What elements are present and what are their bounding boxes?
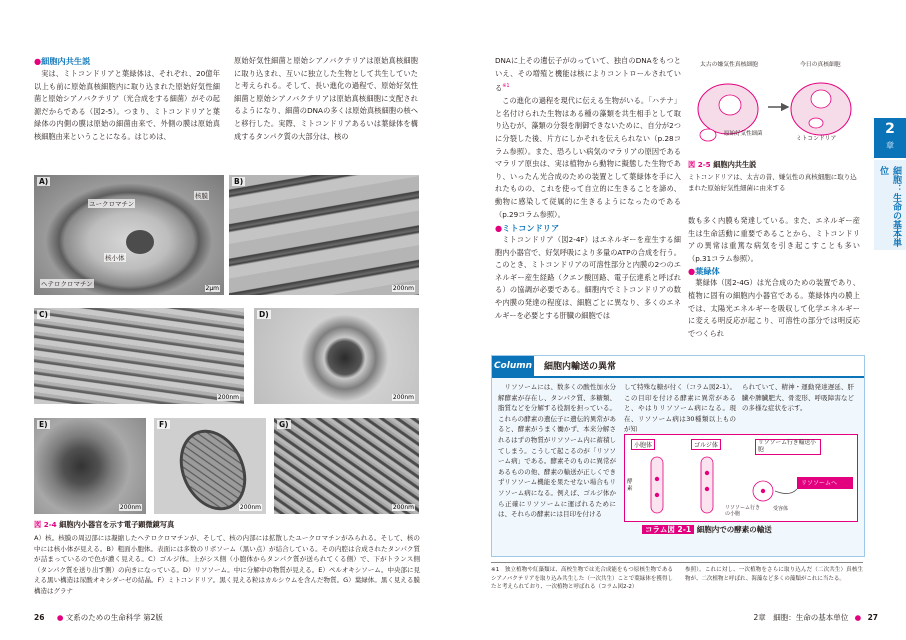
micrograph-g-chloroplast xyxy=(274,418,419,514)
book-title: 文系のための生命科学 第2版 xyxy=(65,613,163,622)
page-number: 27 xyxy=(867,613,878,622)
scale-bar-g: 200nm xyxy=(392,504,414,511)
micrograph-e-peroxisome xyxy=(34,418,146,514)
column-header xyxy=(492,356,864,378)
mitochondrion-shape xyxy=(167,419,259,514)
chapter-label: 章 xyxy=(886,141,894,150)
aerobic-bacterium xyxy=(700,129,716,141)
column-figure-title: 細胞内での酵素の輸送 xyxy=(696,525,772,534)
mitochondrion xyxy=(809,118,823,128)
enzyme-dot xyxy=(761,489,765,493)
footer-bullet-icon: ● xyxy=(854,613,862,622)
figure-2-5 xyxy=(688,55,858,165)
micrograph-b-rough-er xyxy=(229,175,419,295)
ancient-nucleus xyxy=(719,95,741,115)
bullet-icon: ● xyxy=(34,56,42,66)
section-heading-text: ミトコンドリア xyxy=(502,223,560,234)
label-to-lysosome: リソソームへ xyxy=(801,480,838,487)
transport-diagram xyxy=(624,434,858,522)
panel-label-a: A) xyxy=(39,177,49,186)
left-text-col1 xyxy=(34,68,220,144)
footer-bullet-icon: ● xyxy=(56,613,64,622)
modern-nucleus xyxy=(811,90,831,108)
label-nucleolus: 核小体 xyxy=(105,254,125,262)
figure-2-4-caption-title xyxy=(34,520,414,530)
figure-2-5-caption-title xyxy=(688,160,858,170)
paragraph: DNAに上その遺伝子がのっていて、独自のDNAをもつといえ、その増殖と機能は核によりコントロールされている$^{※1}$ xyxy=(495,56,681,93)
section-heading-mitochondria xyxy=(495,222,681,234)
footnote-divider xyxy=(491,562,863,563)
panel-label-e: E) xyxy=(39,420,48,429)
column-title: 細胞内輸送の異常 xyxy=(544,362,617,372)
figure-title: 細胞内共生説 xyxy=(713,160,757,169)
column-text-col2: して特殊な糖が付く（コラム図2-1）。この目印を付ける酵素に異常があると、やはりリソソーム病になる。現在、リソソーム病は30種類以上ものが知 xyxy=(624,383,736,434)
arrow-icon xyxy=(775,489,797,494)
panel-label-b: B) xyxy=(234,177,244,186)
footnote-col1: ※1 独立植物や紅藻類は、高校生物では光合成能をもつ原核生物であるシアノバクテリアを取り込み共生した（一次共生）ことで葉緑体を獲得したと考えられており、一次植物と呼ばれる（コラム図2-2） xyxy=(491,567,673,590)
paragraph: 数も多く内膜も発達している。また、エネルギー産生は生命活動に重要であることから、ミトコンドリアの異常は重篤な病気を引き起こすことも多い（p.31コラム参照）。 xyxy=(688,216,860,263)
panel-label-g: G) xyxy=(279,420,289,429)
label-bacterium: 原始好気性細菌 xyxy=(724,131,763,137)
paragraph: 原始好気性細菌と原始シアノバクテリアは原始真核細胞に取り込まれ、互いに独立した生物として共生していたと考えられる。そして、長い進化の過程で、原始好気性細菌と原始シアノバクテリアは原始真核細胞に支配されるようになり、細菌のDNAの多くは原始真核細胞の核へと移行した。実際、ミトコンドリアあるいは葉緑体を構成するタンパク質の大部分は、核の xyxy=(234,56,418,141)
chapter-tab xyxy=(874,118,906,158)
paragraph: 葉緑体（図2-4G）は光合成のための装置であり、植物に固有の細胞内小器官である。葉緑体内の膜上では、太陽光エネルギーを吸収して化学エネルギーに変える明反応が起こり、可溶性の部分では明反応でつくられ xyxy=(688,278,860,338)
figure-number: 図 2-4 xyxy=(34,520,57,529)
scale-bar-b: 200nm xyxy=(392,285,414,292)
paragraph: ミトコンドリア（図2-4F）はエネルギーを産生する細胞内小器官で、好気呼吸により多量のATPの合成を行う。このとき、ミトコンドリアの可溶性部分と内膜の2つのエネルギー産生経路（クエン酸回路、電子伝達系と呼ばれる）の協調が必要である。細胞内でミトコンドリアの数や内膜の発達の程度は、細胞ごとに異なり、多くのエネルギーを必要とする肝臓の細胞では xyxy=(495,235,681,320)
paragraph: この進化の過程を現代に伝える生物がいる。「ハテナ」と名付けられた生物はある種の藻類を共生相手として取り込むが、藻類の分裂を制御できないために、自分が2つに分裂した後、片方にしかそれを伝えられない（p.28コラム参照）。また、恐ろしい病気のマラリアの原因であるマラリア原虫は、実は植物から動物に擬態した生物であり、いったん光合成のための装置として葉緑体を手に入れたものの、これを使って自立的に生きることを諦め、動物に感染して従属的に生きるようになったのである（p.29コラム参照）。 xyxy=(495,96,681,219)
label-er: 小胞体 xyxy=(631,439,655,450)
micrograph-c-golgi xyxy=(34,308,244,404)
section-heading-chloroplast xyxy=(688,265,860,277)
label-nuclear-membrane: 核膜 xyxy=(195,192,208,200)
column-badge: Column xyxy=(492,356,534,376)
enzyme-dot xyxy=(655,493,659,497)
figure-number: 図 2-5 xyxy=(688,160,711,169)
micrograph-f-mitochondrion xyxy=(154,418,266,514)
scale-bar-d: 200nm xyxy=(392,394,414,401)
label-modern-cell: 今日の真核細胞 xyxy=(800,62,841,68)
chapter-tab-strip xyxy=(874,160,906,250)
section-heading-text: 葉緑体 xyxy=(695,266,720,277)
micrograph-d-lysosome xyxy=(254,308,419,404)
enzyme-dot xyxy=(705,471,709,475)
section-heading-text: 細胞内共生説 xyxy=(41,56,91,66)
label-golgi: ゴルジ体 xyxy=(691,439,721,450)
column-text-col1: リソソームには、数多くの酸性加水分解酵素が存在し、タンパク質、多糖類、脂質などを分解する役割を担っている。これらの酵素の遺伝子に遺伝的異常があると、酵素がうまく働かず、本来分解されるはずの物質がリソソーム内に蓄積してしまう。こうして起こるのが「リソソーム病」である。酵素そのものに異常があるものの他、酵素の輸送が正しくできずリソソーム機能を果たせない場合もリソソーム病になる。例えば、ゴルジ体から正確にリソソームに運ばれるためには、それらの酵素には目印を付ける xyxy=(498,383,616,519)
right-footer xyxy=(673,612,878,623)
golgi-body xyxy=(701,457,713,513)
footnote-ref: ※1 xyxy=(502,83,510,90)
scale-bar-e: 200nm xyxy=(119,504,141,511)
chapter-title-vertical: 細胞：生命の基本単位 xyxy=(878,166,901,247)
panel-label-d: D) xyxy=(259,310,269,319)
label-enzyme: 酵素 xyxy=(627,479,633,492)
label-vesicle: リソソーム行き輸送小胞 xyxy=(755,439,821,455)
right-text-col1 xyxy=(495,55,681,322)
footnote-col2: 参照）。これに対し、一次植物をさらに取り込んだ（二次共生）真核生物が、二次植物と呼ばれ、海藻など多くの藻類がこれに当たる。 xyxy=(685,567,863,582)
endosymbiosis-diagram xyxy=(688,67,858,167)
left-text-col2 xyxy=(234,55,418,143)
enzyme-dot xyxy=(705,487,709,491)
label-euchromatin: ユークロマチン xyxy=(89,200,135,208)
panel-label-c: C) xyxy=(39,310,48,319)
panel-label-f: F) xyxy=(159,420,168,429)
page-number: 26 xyxy=(34,613,45,622)
footer-chapter: 2章 細胞：生命の基本単位 xyxy=(753,613,849,622)
figure-2-5-caption-body: ミトコンドリアは、太古の昔、嫌気性の真核細胞に取り込まれた原始好気性細菌に由来する xyxy=(688,173,857,192)
micrograph-a-nucleus xyxy=(34,175,224,295)
label-heterochromatin: ヘテロクロマチン xyxy=(41,280,93,288)
enzyme-dot xyxy=(655,477,659,481)
right-text-col2 xyxy=(688,215,860,340)
label-ancient-cell: 太古の嫌気性真核細胞 xyxy=(700,62,758,68)
label-mitochondria: ミトコンドリア xyxy=(796,136,837,142)
bullet-icon: ● xyxy=(495,223,503,234)
scale-bar-a: 2μm xyxy=(205,285,219,292)
column-figure-number: コラム図 2-1 xyxy=(642,525,694,534)
er-body xyxy=(651,457,663,513)
figure-title: 細胞内小器官を示す電子顕微鏡写真 xyxy=(59,520,175,529)
paragraph: 実は、ミトコンドリアと葉緑体は、それぞれ、20億年以上も前に原始真核細胞内に取り込まれた原始好気性細菌と原始シアノバクテリア（光合成をする細菌）がその起源だからである（図2-5）。つまり、ミトコンドリアと葉緑体の内側の膜は原始の細菌由来で、外側の膜は原始真核細胞由来ということになる。はじめは、 xyxy=(34,69,220,141)
label-lysosome-vesicle: リソソーム行きの小胞 xyxy=(725,505,761,517)
bullet-icon: ● xyxy=(688,266,696,277)
column-text-col3: られていて、精神・運動発達遅延、肝臓や脾臓肥大、骨変形、呼吸障害などの多様な症状を示す。 xyxy=(742,383,854,413)
left-footer xyxy=(34,612,334,623)
right-page xyxy=(453,0,906,640)
scale-bar-f: 200nm xyxy=(239,504,261,511)
chapter-number: 2 xyxy=(885,121,895,137)
label-receptor: 受容体 xyxy=(773,506,789,512)
section-heading-endosymbiosis xyxy=(34,55,234,67)
figure-2-4-caption-body: A）核。核膜の周辺部には凝縮したヘテロクロマチンが、そして、核の内部には拡散したユークロマチンがみられる。そして、核の中には核小体が見える。B）粗面小胞体。表面には多数のリボソーム（黒い点）が結合している。その内腔は合成されたタンパク質が詰まっているので色が濃く見える。C）ゴルジ体。上がシス側（小胞体からタンパク質が送られてくる側）で、下がトランス側（タンパク質を送り出す側）の向きになっている。D）リソソーム。中に分解中の物質が見える。E）ペルオキシソーム。中央部に見える黒い構造は尿酸オキシダーゼの結晶。F）ミトコンドリア。黒く見える粒はカルシウムを含んだ物質。G）葉緑体。黒く見える膜構造はグラナ xyxy=(34,534,420,595)
scale-bar-c: 200nm xyxy=(217,394,239,401)
column-figure-caption xyxy=(642,524,772,535)
nucleolus-shape xyxy=(126,230,154,254)
column-box xyxy=(491,355,865,557)
